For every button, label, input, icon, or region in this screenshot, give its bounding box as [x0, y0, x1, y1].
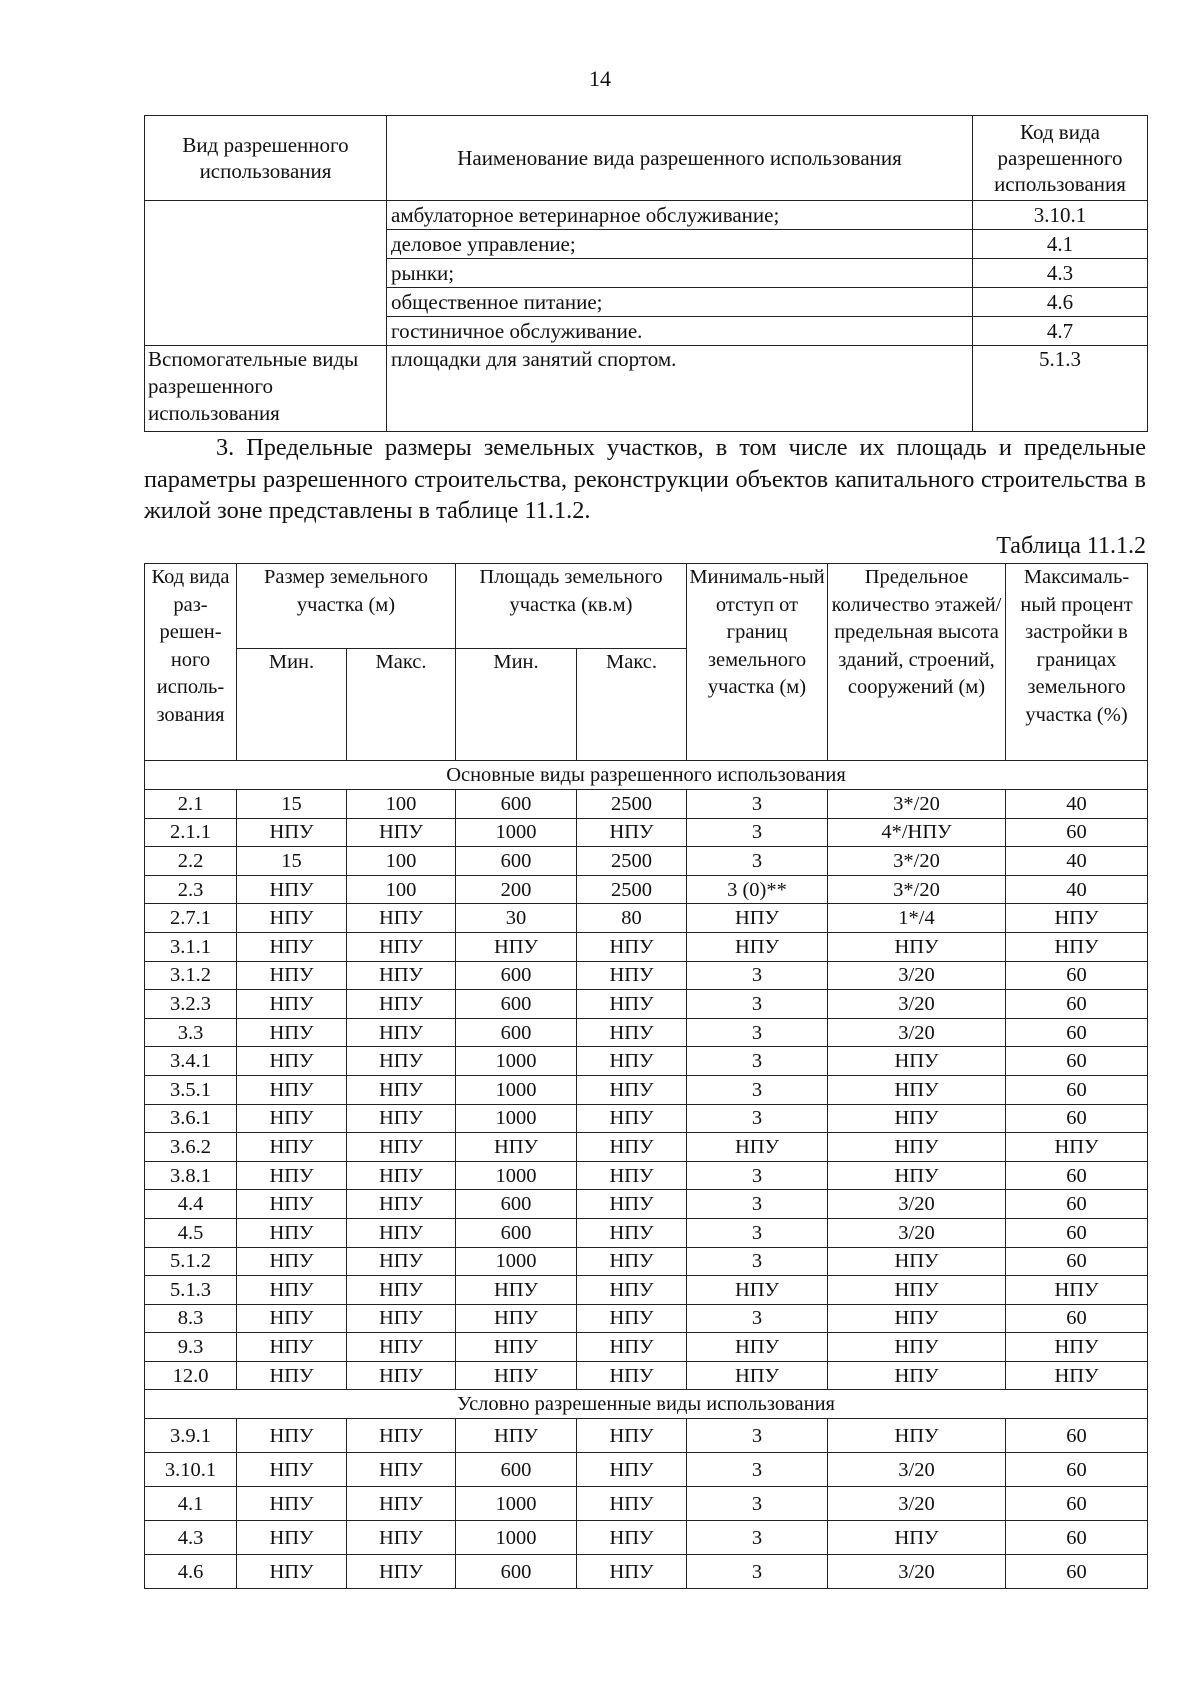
- auxiliary-type-cell: Вспомогательные виды разрешенного использования: [145, 346, 387, 432]
- use-name-cell: деловое управление;: [387, 230, 973, 259]
- header-code: Код вида раз-решен-ного исполь-зования: [145, 564, 237, 761]
- table-row: [145, 1104, 1148, 1133]
- cell-area-min: 600: [456, 1190, 577, 1219]
- cell-coverage: 40: [1006, 790, 1148, 819]
- cell-coverage: 40: [1006, 847, 1148, 876]
- section-title: Условно разрешенные виды использования: [145, 1390, 1148, 1419]
- cell-area-max: НПУ: [577, 1276, 687, 1305]
- cell-area-min: НПУ: [456, 1361, 577, 1390]
- cell-code: 4.3: [145, 1521, 237, 1555]
- cell-size-max: НПУ: [347, 904, 456, 933]
- table-row: [145, 847, 1148, 876]
- cell-setback: 3: [687, 1190, 828, 1219]
- cell-area-min: 600: [456, 1218, 577, 1247]
- cell-coverage: 40: [1006, 875, 1148, 904]
- cell-code: 4.5: [145, 1218, 237, 1247]
- cell-setback: 3: [687, 1521, 828, 1555]
- cell-area-min: 1000: [456, 818, 577, 847]
- cell-area-max: НПУ: [577, 1133, 687, 1162]
- cell-coverage: 60: [1006, 1161, 1148, 1190]
- use-name-cell: общественное питание;: [387, 288, 973, 317]
- cell-code: 5.1.3: [145, 1276, 237, 1305]
- header-area-max: Макс.: [577, 649, 687, 761]
- cell-setback: 3: [687, 990, 828, 1019]
- cell-area-min: 30: [456, 904, 577, 933]
- cell-size-min: 15: [237, 847, 347, 876]
- cell-area-min: 1000: [456, 1075, 577, 1104]
- cell-code: 3.1.2: [145, 961, 237, 990]
- cell-area-max: 2500: [577, 790, 687, 819]
- table-row: [145, 1075, 1148, 1104]
- use-name-cell: амбулаторное ветеринарное обслуживание;: [387, 201, 973, 230]
- table-row: [145, 990, 1148, 1019]
- cell-code: 2.1.1: [145, 818, 237, 847]
- cell-coverage: 60: [1006, 1304, 1148, 1333]
- cell-area-max: НПУ: [577, 961, 687, 990]
- table-row: [145, 1218, 1148, 1247]
- table-row: [145, 1304, 1148, 1333]
- cell-setback: 3: [687, 790, 828, 819]
- table-row: [145, 1521, 1148, 1555]
- cell-area-min: 600: [456, 1555, 577, 1589]
- header-plot-size: Размер земельного участка (м): [237, 564, 456, 649]
- cell-size-max: НПУ: [347, 1018, 456, 1047]
- cell-setback: НПУ: [687, 1133, 828, 1162]
- cell-area-max: 2500: [577, 847, 687, 876]
- cell-code: 12.0: [145, 1361, 237, 1390]
- cell-size-max: НПУ: [347, 961, 456, 990]
- cell-size-max: НПУ: [347, 1487, 456, 1521]
- cell-size-max: 100: [347, 847, 456, 876]
- cell-floors-height: НПУ: [828, 1133, 1006, 1162]
- cell-coverage: 60: [1006, 1047, 1148, 1076]
- cell-floors-height: 3/20: [828, 1218, 1006, 1247]
- cell-size-min: НПУ: [237, 1453, 347, 1487]
- cell-floors-height: НПУ: [828, 1104, 1006, 1133]
- cell-coverage: 60: [1006, 1075, 1148, 1104]
- table-header-row: [145, 116, 1148, 201]
- cell-size-min: НПУ: [237, 1361, 347, 1390]
- cell-setback: 3: [687, 1419, 828, 1453]
- cell-floors-height: НПУ: [828, 1247, 1006, 1276]
- cell-setback: 3: [687, 1075, 828, 1104]
- cell-area-max: НПУ: [577, 990, 687, 1019]
- cell-coverage: 60: [1006, 1487, 1148, 1521]
- cell-code: 3.1.1: [145, 932, 237, 961]
- cell-area-max: НПУ: [577, 1218, 687, 1247]
- cell-code: 4.1: [145, 1487, 237, 1521]
- land-parameters-table: [144, 563, 1148, 1589]
- cell-floors-height: НПУ: [828, 1361, 1006, 1390]
- cell-size-max: НПУ: [347, 1218, 456, 1247]
- cell-size-min: НПУ: [237, 1247, 347, 1276]
- header-use-name: Наименование вида разрешенного использования: [387, 116, 973, 201]
- cell-area-min: 1000: [456, 1247, 577, 1276]
- section-title: Основные виды разрешенного использования: [145, 761, 1148, 790]
- header-setback: Минималь-ный отступ от границ земельного участка (м): [687, 564, 828, 761]
- cell-size-min: НПУ: [237, 1190, 347, 1219]
- cell-area-min: 1000: [456, 1521, 577, 1555]
- cell-size-max: НПУ: [347, 1555, 456, 1589]
- cell-size-max: 100: [347, 875, 456, 904]
- cell-floors-height: 3*/20: [828, 847, 1006, 876]
- cell-size-min: НПУ: [237, 1304, 347, 1333]
- cell-code: 3.8.1: [145, 1161, 237, 1190]
- cell-size-min: НПУ: [237, 1333, 347, 1362]
- cell-size-max: НПУ: [347, 1047, 456, 1076]
- table-row: [145, 1333, 1148, 1362]
- cell-size-max: НПУ: [347, 1190, 456, 1219]
- cell-area-min: 600: [456, 1453, 577, 1487]
- cell-area-min: НПУ: [456, 1304, 577, 1333]
- cell-area-min: 600: [456, 961, 577, 990]
- cell-code: 4.6: [145, 1555, 237, 1589]
- cell-area-max: НПУ: [577, 818, 687, 847]
- cell-setback: 3: [687, 1047, 828, 1076]
- cell-size-min: НПУ: [237, 1521, 347, 1555]
- cell-setback: НПУ: [687, 904, 828, 933]
- header-use-type: Вид разрешенного использования: [145, 116, 387, 201]
- use-name-cell: площадки для занятий спортом.: [387, 346, 973, 432]
- header-use-code: Код вида разрешенного использования: [973, 116, 1148, 201]
- cell-coverage: 60: [1006, 1419, 1148, 1453]
- header-size-max: Макс.: [347, 649, 456, 761]
- cell-area-min: 600: [456, 790, 577, 819]
- table-row: [145, 1555, 1148, 1589]
- cell-coverage: 60: [1006, 1453, 1148, 1487]
- cell-size-max: 100: [347, 790, 456, 819]
- cell-area-max: НПУ: [577, 932, 687, 961]
- cell-size-min: НПУ: [237, 932, 347, 961]
- cell-floors-height: 3/20: [828, 1018, 1006, 1047]
- cell-size-min: НПУ: [237, 1487, 347, 1521]
- cell-area-max: НПУ: [577, 1047, 687, 1076]
- use-code-cell: 4.6: [973, 288, 1148, 317]
- table-row: [145, 1047, 1148, 1076]
- header-floors-height: Предельное количество этажей/ предельная высота зданий, строений, сооружений (м): [828, 564, 1006, 761]
- table-header-row: [145, 564, 1148, 649]
- cell-area-min: НПУ: [456, 932, 577, 961]
- cell-setback: 3: [687, 1104, 828, 1133]
- cell-setback: 3: [687, 1018, 828, 1047]
- cell-area-max: НПУ: [577, 1555, 687, 1589]
- cell-area-min: НПУ: [456, 1419, 577, 1453]
- table-row: [145, 1419, 1148, 1453]
- cell-size-max: НПУ: [347, 1104, 456, 1133]
- cell-coverage: 60: [1006, 1218, 1148, 1247]
- table-row: [145, 1190, 1148, 1219]
- cell-size-min: НПУ: [237, 990, 347, 1019]
- cell-area-max: НПУ: [577, 1247, 687, 1276]
- cell-size-max: НПУ: [347, 1276, 456, 1305]
- cell-area-min: 600: [456, 990, 577, 1019]
- cell-code: 3.6.1: [145, 1104, 237, 1133]
- cell-code: 3.3: [145, 1018, 237, 1047]
- cell-coverage: 60: [1006, 1018, 1148, 1047]
- cell-coverage: НПУ: [1006, 1361, 1148, 1390]
- table-row: [145, 818, 1148, 847]
- table-row: [145, 932, 1148, 961]
- cell-floors-height: НПУ: [828, 932, 1006, 961]
- cell-setback: 3: [687, 818, 828, 847]
- header-plot-area: Площадь земельного участка (кв.м): [456, 564, 687, 649]
- section-conditional-row: [145, 1390, 1148, 1419]
- cell-area-min: 600: [456, 847, 577, 876]
- cell-area-max: НПУ: [577, 1419, 687, 1453]
- cell-setback: 3: [687, 1487, 828, 1521]
- cell-setback: 3: [687, 961, 828, 990]
- cell-size-min: НПУ: [237, 818, 347, 847]
- cell-setback: 3: [687, 1304, 828, 1333]
- cell-area-min: НПУ: [456, 1333, 577, 1362]
- cell-setback: НПУ: [687, 932, 828, 961]
- cell-code: 5.1.2: [145, 1247, 237, 1276]
- cell-code: 2.3: [145, 875, 237, 904]
- use-code-cell: 3.10.1: [973, 201, 1148, 230]
- cell-area-min: 1000: [456, 1104, 577, 1133]
- header-size-min: Мин.: [237, 649, 347, 761]
- cell-coverage: 60: [1006, 818, 1148, 847]
- cell-coverage: 60: [1006, 1555, 1148, 1589]
- cell-size-min: НПУ: [237, 1555, 347, 1589]
- cell-size-min: НПУ: [237, 1161, 347, 1190]
- table-row: [145, 1133, 1148, 1162]
- cell-floors-height: НПУ: [828, 1419, 1006, 1453]
- auxiliary-row: [145, 346, 1148, 432]
- cell-coverage: НПУ: [1006, 1333, 1148, 1362]
- cell-area-min: НПУ: [456, 1276, 577, 1305]
- cell-size-max: НПУ: [347, 1453, 456, 1487]
- cell-floors-height: НПУ: [828, 1521, 1006, 1555]
- use-code-cell: 5.1.3: [973, 346, 1148, 432]
- body-paragraph: 3. Предельные размеры земельных участков, в том числе их площадь и предельные параметры разрешенного строительства, реконструкции объектов капитального строительства в жилой зоне представлены в таблице 11.1.2.: [144, 434, 1146, 524]
- cell-area-max: НПУ: [577, 1304, 687, 1333]
- cell-size-min: НПУ: [237, 875, 347, 904]
- cell-area-min: 1000: [456, 1047, 577, 1076]
- cell-size-max: НПУ: [347, 1075, 456, 1104]
- table-row: [145, 1247, 1148, 1276]
- cell-floors-height: 3/20: [828, 961, 1006, 990]
- table-row: [145, 1361, 1148, 1390]
- cell-size-max: НПУ: [347, 1521, 456, 1555]
- cell-area-max: НПУ: [577, 1161, 687, 1190]
- cell-size-max: НПУ: [347, 1419, 456, 1453]
- cell-code: 9.3: [145, 1333, 237, 1362]
- cell-size-max: НПУ: [347, 1161, 456, 1190]
- permitted-use-table: [144, 115, 1148, 432]
- cell-coverage: НПУ: [1006, 1133, 1148, 1162]
- cell-code: 3.4.1: [145, 1047, 237, 1076]
- cell-floors-height: НПУ: [828, 1276, 1006, 1305]
- cell-size-min: НПУ: [237, 1075, 347, 1104]
- cell-size-max: НПУ: [347, 1361, 456, 1390]
- table-row: [145, 1487, 1148, 1521]
- use-code-cell: 4.1: [973, 230, 1148, 259]
- cell-area-max: НПУ: [577, 1190, 687, 1219]
- cell-setback: 3: [687, 1453, 828, 1487]
- table-row: [145, 875, 1148, 904]
- cell-area-max: НПУ: [577, 1361, 687, 1390]
- cell-setback: 3: [687, 1247, 828, 1276]
- cell-area-min: 1000: [456, 1487, 577, 1521]
- table-row: [145, 961, 1148, 990]
- cell-floors-height: НПУ: [828, 1075, 1006, 1104]
- cell-setback: НПУ: [687, 1361, 828, 1390]
- cell-setback: 3: [687, 1161, 828, 1190]
- use-code-cell: 4.3: [973, 259, 1148, 288]
- cell-size-max: НПУ: [347, 1333, 456, 1362]
- cell-floors-height: НПУ: [828, 1047, 1006, 1076]
- cell-size-min: НПУ: [237, 1018, 347, 1047]
- header-coverage: Максималь-ный процент застройки в границах земельного участка (%): [1006, 564, 1148, 761]
- cell-size-min: 15: [237, 790, 347, 819]
- cell-setback: 3: [687, 1218, 828, 1247]
- table-caption: Таблица 11.1.2: [996, 533, 1146, 559]
- table-row: [145, 201, 1148, 230]
- cell-area-max: 80: [577, 904, 687, 933]
- cell-code: 2.2: [145, 847, 237, 876]
- use-name-cell: гостиничное обслуживание.: [387, 317, 973, 346]
- table-row: [145, 790, 1148, 819]
- cell-size-max: НПУ: [347, 1247, 456, 1276]
- cell-setback: 3 (0)**: [687, 875, 828, 904]
- cell-area-max: НПУ: [577, 1487, 687, 1521]
- cell-coverage: 60: [1006, 990, 1148, 1019]
- use-name-cell: рынки;: [387, 259, 973, 288]
- cell-size-max: НПУ: [347, 932, 456, 961]
- cell-code: 3.2.3: [145, 990, 237, 1019]
- table-row: [145, 1276, 1148, 1305]
- cell-area-max: 2500: [577, 875, 687, 904]
- cell-size-max: НПУ: [347, 1133, 456, 1162]
- cell-coverage: НПУ: [1006, 1276, 1148, 1305]
- table-row: [145, 1453, 1148, 1487]
- cell-setback: 3: [687, 847, 828, 876]
- cell-coverage: 60: [1006, 1247, 1148, 1276]
- cell-coverage: 60: [1006, 1521, 1148, 1555]
- cell-floors-height: 3/20: [828, 1487, 1006, 1521]
- cell-code: 3.6.2: [145, 1133, 237, 1162]
- cell-floors-height: 3/20: [828, 1190, 1006, 1219]
- cell-floors-height: 3*/20: [828, 790, 1006, 819]
- cell-size-min: НПУ: [237, 961, 347, 990]
- cell-area-max: НПУ: [577, 1521, 687, 1555]
- cell-size-min: НПУ: [237, 1047, 347, 1076]
- cell-size-min: НПУ: [237, 1104, 347, 1133]
- cell-floors-height: НПУ: [828, 1304, 1006, 1333]
- cell-coverage: 60: [1006, 961, 1148, 990]
- cell-area-min: НПУ: [456, 1133, 577, 1162]
- page-number: 14: [589, 66, 611, 91]
- cell-setback: НПУ: [687, 1276, 828, 1305]
- cell-floors-height: 3*/20: [828, 875, 1006, 904]
- cell-coverage: НПУ: [1006, 932, 1148, 961]
- cell-floors-height: 1*/4: [828, 904, 1006, 933]
- cell-floors-height: НПУ: [828, 1161, 1006, 1190]
- cell-size-max: НПУ: [347, 990, 456, 1019]
- use-code-cell: 4.7: [973, 317, 1148, 346]
- cell-code: 2.7.1: [145, 904, 237, 933]
- header-area-min: Мин.: [456, 649, 577, 761]
- cell-code: 3.9.1: [145, 1419, 237, 1453]
- cell-code: 2.1: [145, 790, 237, 819]
- cell-coverage: НПУ: [1006, 904, 1148, 933]
- cell-area-max: НПУ: [577, 1075, 687, 1104]
- cell-area-min: 600: [456, 1018, 577, 1047]
- cell-size-max: НПУ: [347, 1304, 456, 1333]
- cell-coverage: 60: [1006, 1190, 1148, 1219]
- cell-area-max: НПУ: [577, 1453, 687, 1487]
- cell-area-min: 1000: [456, 1161, 577, 1190]
- cell-floors-height: НПУ: [828, 1333, 1006, 1362]
- cell-code: 3.5.1: [145, 1075, 237, 1104]
- cell-coverage: 60: [1006, 1104, 1148, 1133]
- cell-size-max: НПУ: [347, 818, 456, 847]
- cell-code: 4.4: [145, 1190, 237, 1219]
- cell-size-min: НПУ: [237, 904, 347, 933]
- cell-area-max: НПУ: [577, 1333, 687, 1362]
- cell-area-min: 200: [456, 875, 577, 904]
- cell-code: 3.10.1: [145, 1453, 237, 1487]
- table-row: [145, 1161, 1148, 1190]
- section-main-row: [145, 761, 1148, 790]
- cell-area-max: НПУ: [577, 1104, 687, 1133]
- cell-floors-height: 3/20: [828, 1555, 1006, 1589]
- cell-size-min: НПУ: [237, 1419, 347, 1453]
- empty-type-cell: [145, 201, 387, 346]
- cell-size-min: НПУ: [237, 1133, 347, 1162]
- table-row: [145, 904, 1148, 933]
- table-row: [145, 1018, 1148, 1047]
- cell-code: 8.3: [145, 1304, 237, 1333]
- cell-size-min: НПУ: [237, 1218, 347, 1247]
- cell-floors-height: 4*/НПУ: [828, 818, 1006, 847]
- cell-floors-height: 3/20: [828, 1453, 1006, 1487]
- cell-setback: НПУ: [687, 1333, 828, 1362]
- cell-setback: 3: [687, 1555, 828, 1589]
- cell-size-min: НПУ: [237, 1276, 347, 1305]
- cell-area-max: НПУ: [577, 1018, 687, 1047]
- cell-floors-height: 3/20: [828, 990, 1006, 1019]
